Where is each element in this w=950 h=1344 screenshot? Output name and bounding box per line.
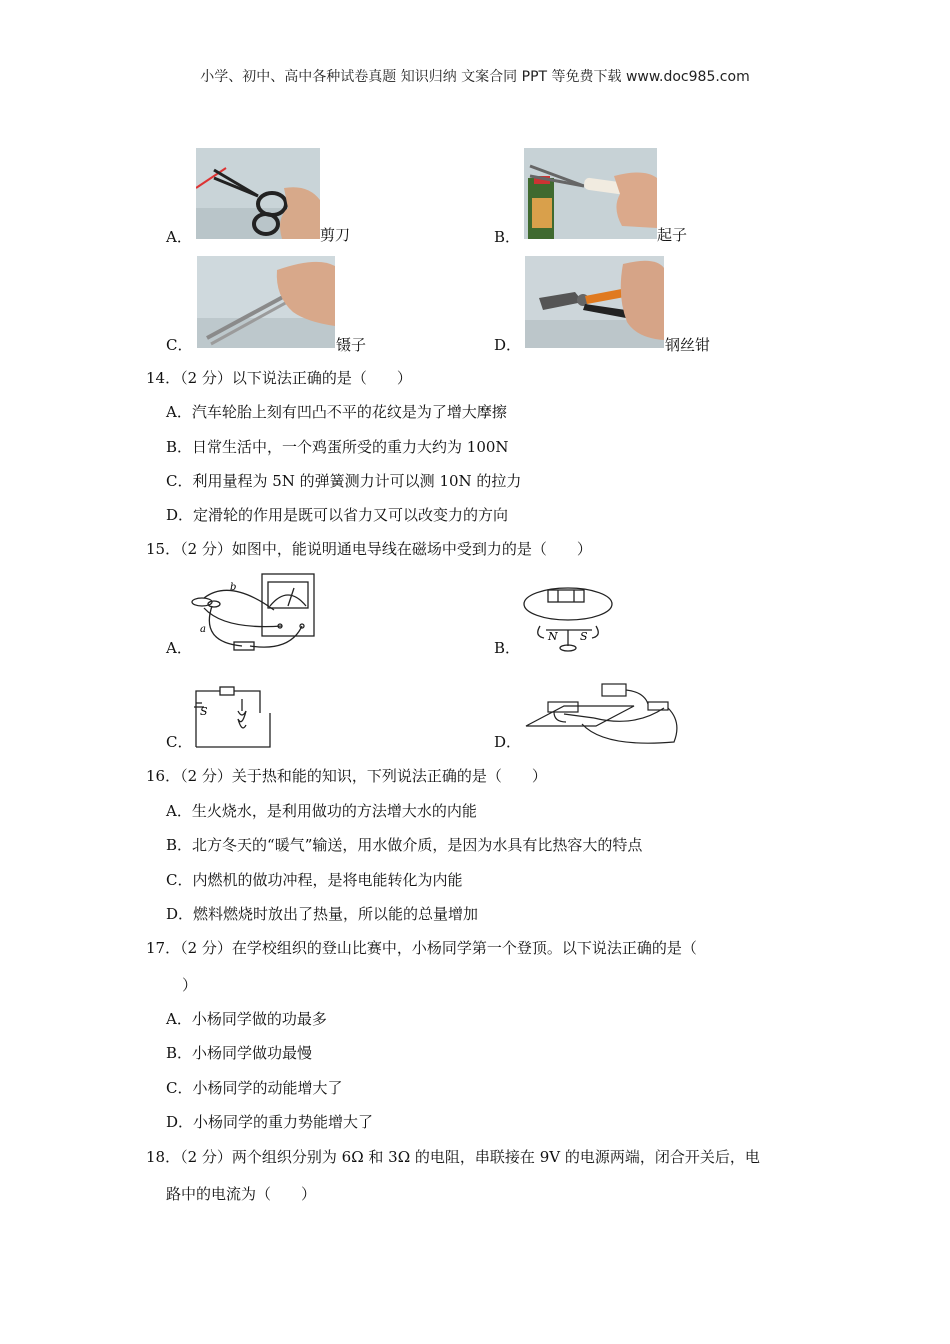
q16-option-c: C．内燃机的做功冲程，是将电能转化为内能 bbox=[166, 871, 463, 889]
q17-stem-continued: ） bbox=[182, 976, 198, 994]
q15-option-d-letter: D． bbox=[494, 733, 522, 751]
q17-option-c: C．小杨同学的动能增大了 bbox=[166, 1079, 343, 1097]
pliers-image bbox=[525, 256, 664, 348]
q14-option-c: C．利用量程为 5N 的弹簧测力计可以测 10N 的拉力 bbox=[166, 472, 522, 490]
q17-option-d: D．小杨同学的重力势能增大了 bbox=[166, 1113, 374, 1131]
q13-option-b-letter: B． bbox=[494, 228, 521, 246]
q16-option-a: A．生火烧水，是利用做功的方法增大水的内能 bbox=[166, 802, 477, 820]
q14-stem: 14．（2 分）以下说法正确的是（ ） bbox=[146, 369, 412, 387]
q17-option-a: A．小杨同学做的功最多 bbox=[166, 1010, 327, 1028]
q13-option-d-letter: D． bbox=[494, 336, 522, 354]
q16-option-d: D．燃料燃烧时放出了热量，所以能的总量增加 bbox=[166, 905, 479, 923]
q15-stem: 15．（2 分）如图中，能说明通电导线在磁场中受到力的是（ ） bbox=[146, 540, 592, 558]
q17-stem: 17．（2 分）在学校组织的登山比赛中，小杨同学第一个登顶。以下说法正确的是（ bbox=[146, 939, 697, 957]
q13-option-c-caption: 镊子 bbox=[336, 336, 367, 354]
q13-option-c-letter: C． bbox=[166, 336, 193, 354]
q16-option-b: B．北方冬天的“暖气”输送，用水做介质，是因为水具有比热容大的特点 bbox=[166, 836, 643, 854]
q13-option-b-caption: 起子 bbox=[657, 226, 688, 244]
q15-option-b-letter: B． bbox=[494, 639, 521, 657]
tweezers-image bbox=[197, 256, 335, 348]
page-header: 小学、初中、高中各种试卷真题 知识归纳 文案合同 PPT 等免费下载 www.doc985.com bbox=[200, 69, 750, 85]
q15-option-a-letter: A． bbox=[166, 639, 192, 657]
scissors-image bbox=[196, 148, 320, 239]
q14-option-d: D．定滑轮的作用是既可以省力又可以改变力的方向 bbox=[166, 506, 509, 524]
q17-option-b: B．小杨同学做功最慢 bbox=[166, 1044, 313, 1062]
q14-option-a: A．汽车轮胎上刻有凹凸不平的花纹是为了增大摩擦 bbox=[166, 403, 507, 421]
bottle-opener-image bbox=[524, 148, 657, 239]
q15-c-label-s: S bbox=[200, 705, 208, 718]
q15-a-label-a: a bbox=[200, 624, 206, 635]
q15-diagram-d bbox=[524, 678, 684, 748]
q13-option-a-letter: A． bbox=[166, 228, 192, 246]
q13-option-a-caption: 剪刀 bbox=[320, 226, 351, 244]
q15-diagram-c bbox=[190, 683, 280, 749]
q18-stem-continued: 路中的电流为（ ） bbox=[166, 1185, 317, 1203]
q15-diagram-a bbox=[190, 570, 320, 660]
q15-b-label-s: S bbox=[580, 630, 588, 643]
q13-option-d-caption: 钢丝钳 bbox=[665, 336, 711, 354]
q16-stem: 16．（2 分）关于热和能的知识，下列说法正确的是（ ） bbox=[146, 767, 547, 785]
q15-b-label-n: N bbox=[548, 630, 558, 643]
q14-option-b: B．日常生活中，一个鸡蛋所受的重力大约为 100N bbox=[166, 438, 509, 456]
q15-diagram-b bbox=[518, 578, 618, 658]
q18-stem: 18．（2 分）两个组织分别为 6Ω 和 3Ω 的电阻，串联接在 9V 的电源两端，闭合开关后，电 bbox=[146, 1148, 760, 1166]
q15-a-label-b: b bbox=[230, 582, 237, 593]
q15-option-c-letter: C． bbox=[166, 733, 193, 751]
